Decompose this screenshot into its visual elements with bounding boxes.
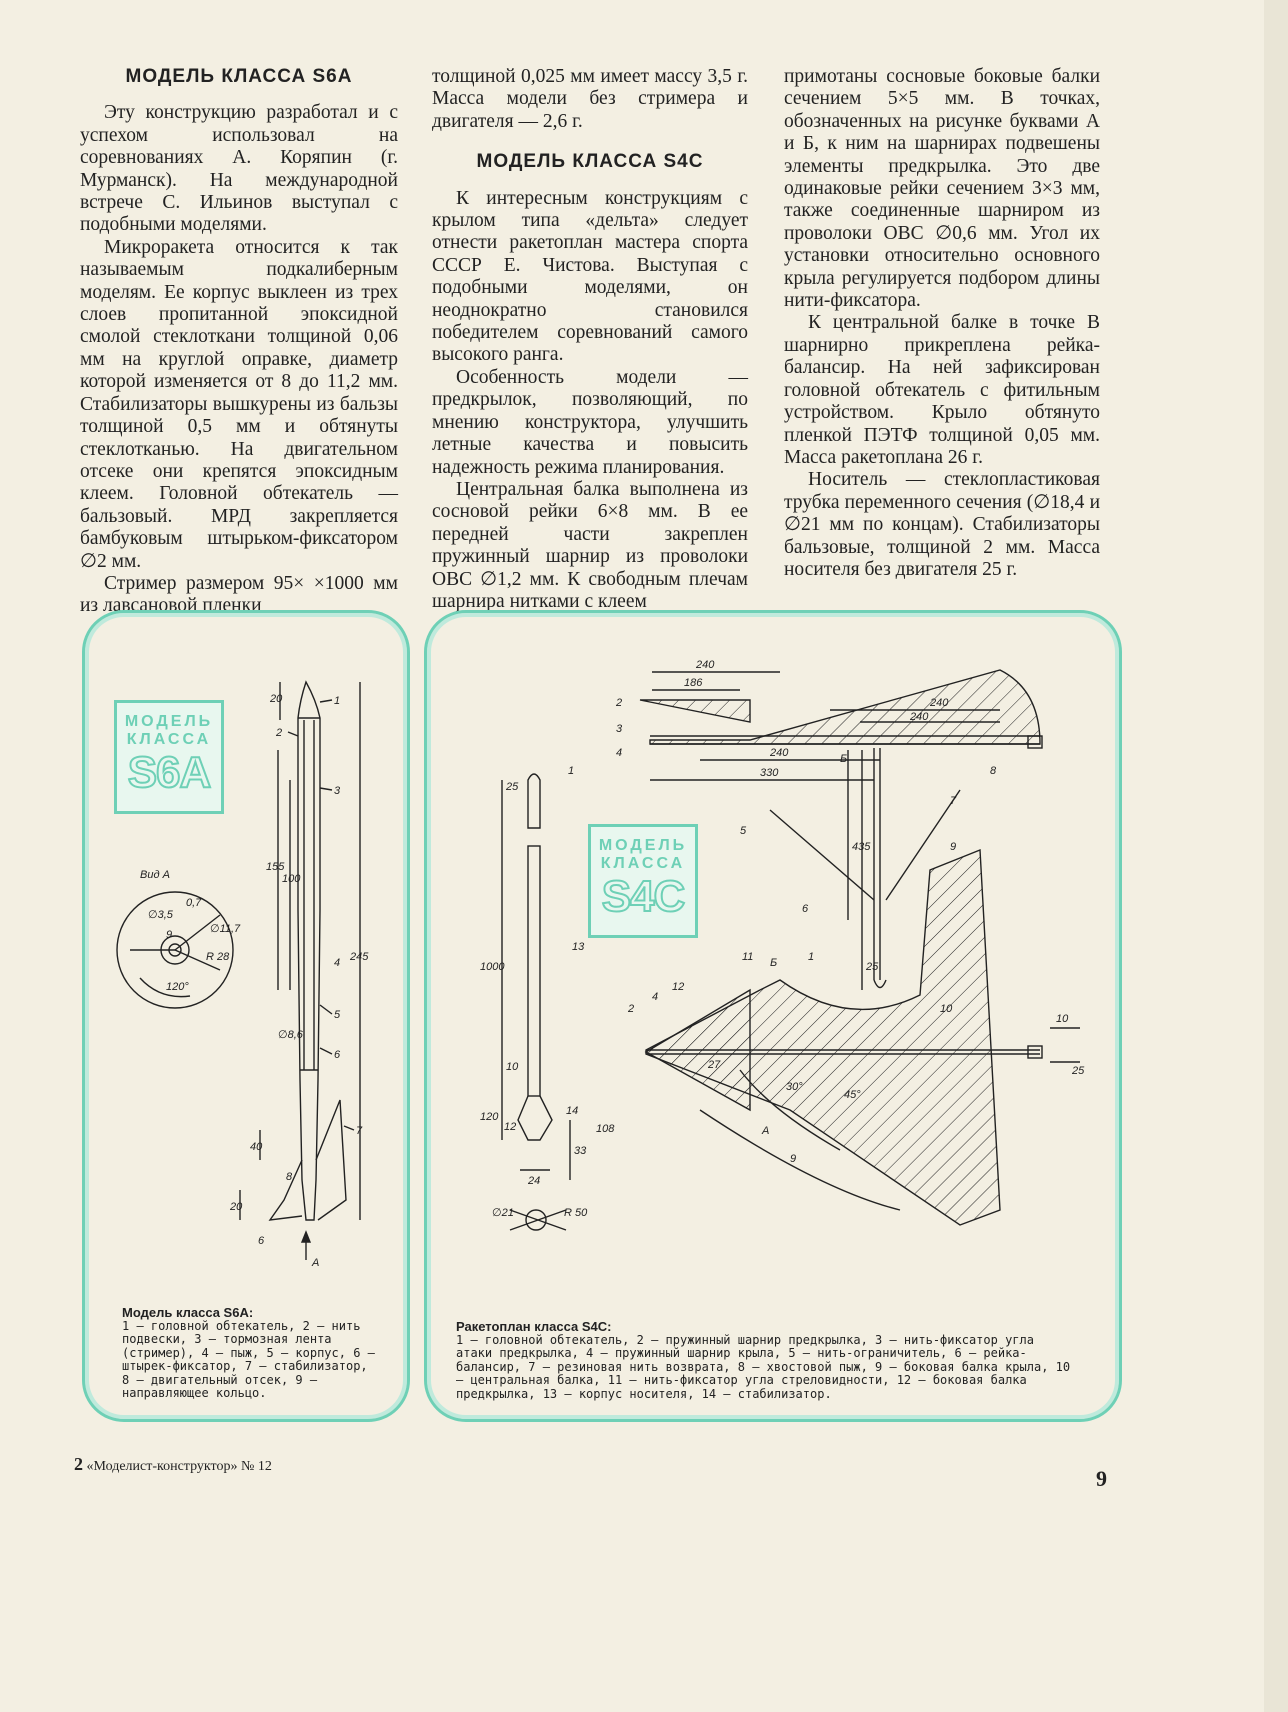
- dimension: 155: [266, 861, 285, 873]
- point-letter: Б: [840, 753, 848, 765]
- caption-body: 1 — головной обтекатель, 2 — нить подвески, 3 — тормозная лента (стример), 4 — пыж, 5 — корпус, 6 — штырек-фиксатор, 7 — стабилизатор, 8 — двигательный отсек, 9 — направляющее кольцо.: [122, 1318, 375, 1400]
- paragraph: Особенность модели — предкрылок, позволяющий, по мнению конструктора, улучшить летные качества и повысить надежность режима планирования.: [432, 366, 748, 478]
- dimension: 25: [1072, 1065, 1085, 1077]
- dimension: 240: [770, 747, 789, 759]
- badge-line: КЛАССА: [126, 731, 212, 748]
- column-3: [784, 66, 1100, 581]
- column-2: [432, 66, 748, 613]
- point-letter: А: [762, 1125, 770, 1137]
- dimension: 120: [480, 1111, 499, 1123]
- drawing-s6a: [100, 660, 390, 1270]
- paragraph: Микроракета относится к так называемым подкалиберным моделям. Ее корпус выклеен из трех слоев пропитанной эпоксидной смолой стеклоткани толщиной 0,06 мм на круглой оправке, диаметр которой изменяется от 8 до 11,2 мм. Стабилизаторы вышкурены из бальзы толщиной 0,5 мм и обтянуты стеклотканью. На двигательном отсеке они крепятся эпоксидным клеем. Головной обтекатель — бальзовый. МРД закрепляется бамбуковым штырьком-фиксатором ∅2 мм.: [80, 236, 398, 572]
- dimension: 330: [760, 767, 779, 779]
- paragraph: Носитель — стеклопластиковая трубка переменного сечения (∅18,4 и ∅21 мм по концам). Стабилизаторы бальзовые, толщиной 2 мм. Масса носителя без двигателя 25 г.: [784, 469, 1100, 580]
- part-label: 7: [356, 1125, 363, 1137]
- dimension: 27: [708, 1059, 721, 1071]
- caption-title: Модель класса S6A:: [122, 1305, 254, 1320]
- dimension: ∅21: [492, 1207, 514, 1219]
- badge-line: КЛАССА: [600, 855, 686, 872]
- paragraph: К центральной балке в точке В шарнирно прикреплена рейка-балансир. На ней зафиксирован головной обтекатель с фитильным устройством. Крыло обтянуто пленкой ПЭТФ толщиной 0,05 мм. Масса ракетоплана 26 г.: [784, 312, 1100, 468]
- dimension: 240: [910, 711, 929, 723]
- paragraph: толщиной 0,025 мм имеет массу 3,5 г. Масса модели без стримера и двигателя — 2,6 г.: [432, 66, 748, 132]
- dimension: 108: [596, 1123, 615, 1135]
- part-label: 2: [276, 727, 283, 739]
- dimension: 24: [528, 1175, 541, 1187]
- dimension: ∅8,6: [278, 1029, 303, 1041]
- view-label: Вид А: [140, 869, 170, 881]
- dimension: 30°: [786, 1081, 803, 1093]
- paragraph: Стример размером 95× ×1000 мм из лавсановой пленки: [80, 572, 398, 617]
- dimension: 10: [1056, 1013, 1069, 1025]
- point-letter: Б: [770, 957, 778, 969]
- dimension: ∅11,7: [210, 923, 241, 935]
- dimension: 45°: [844, 1089, 861, 1101]
- part-label: 2: [628, 1003, 635, 1015]
- caption-s4c: [456, 1320, 1076, 1401]
- part-label: 5: [740, 825, 747, 837]
- dimension: 20: [230, 1201, 243, 1213]
- badge-line: МОДЕЛЬ: [598, 837, 688, 854]
- caption-body: 1 — головной обтекатель, 2 — пружинный шарнир предкрылка, 3 — нить-фиксатор угла атаки предкрылка, 4 — пружинный шарнир крыла, 5 — нить-ограничитель, 6 — рейка-балансир, 7 — резиновая нить возврата, 8 — хвостовой пыж, 9 — боковая балка крыла, 10 — центральная балка, 11 — нить-фиксатор угла стреловидности, 12 — боковая балка предкрылка, 13 — корпус носителя, 14 — стабилизатор.: [456, 1332, 1071, 1401]
- dimension: 1000: [480, 961, 505, 973]
- dimension: ∅3,5: [148, 909, 173, 921]
- part-label: 13: [572, 941, 585, 953]
- dimension: 0,7: [186, 897, 202, 909]
- dimension: 245: [350, 951, 369, 963]
- part-label: 6: [802, 903, 809, 915]
- heading-s6a: МОДЕЛЬ КЛАССА S6A: [125, 66, 353, 87]
- part-label: 6: [334, 1049, 341, 1061]
- part-label: 4: [616, 747, 623, 759]
- paragraph: К интересным конструкциям с крылом типа «дельта» следует отнести ракетоплан мастера спорта СССР Е. Чистова. Выступая с подобными моделями, он неоднократно становился победителем соревнований самого высокого ранга.: [432, 187, 748, 366]
- part-label: 4: [652, 991, 659, 1003]
- part-label: 9: [950, 841, 957, 853]
- page-edge: [1264, 0, 1288, 1712]
- dimension: 25: [866, 961, 879, 973]
- dimension: 10: [506, 1061, 519, 1073]
- dimension: 25: [506, 781, 519, 793]
- badge-line: МОДЕЛЬ: [124, 713, 214, 730]
- dimension: 240: [930, 697, 949, 709]
- dimension: 240: [696, 659, 715, 671]
- part-label: 1: [334, 695, 341, 707]
- dimension: 40: [250, 1141, 263, 1153]
- part-label: 2: [616, 697, 623, 709]
- part-label: 7: [950, 795, 957, 807]
- part-label: 9: [166, 929, 173, 941]
- part-label: 11: [742, 951, 754, 963]
- column-1: [80, 66, 398, 618]
- dimension: 435: [852, 841, 871, 853]
- footer: [74, 1454, 272, 1475]
- dimension: 100: [282, 873, 301, 885]
- part-label: 1: [568, 765, 575, 777]
- dimension: 186: [684, 677, 703, 689]
- part-label: 1: [808, 951, 815, 963]
- footer-text: «Моделист-конструктор» № 12: [86, 1459, 272, 1474]
- part-label: 10: [940, 1003, 953, 1015]
- footer-number: 2: [74, 1454, 83, 1474]
- caption-title: Ракетоплан класса S4C:: [456, 1319, 612, 1334]
- dimension: 6: [258, 1235, 265, 1247]
- part-label: 12: [672, 981, 685, 993]
- part-label: 3: [616, 723, 623, 735]
- page-number: 9: [1096, 1466, 1107, 1491]
- dimension: 120°: [166, 981, 189, 993]
- badge-class: S4C: [601, 872, 685, 921]
- heading-s4c: МОДЕЛЬ КЛАССА S4C: [476, 151, 704, 173]
- dimension: R 50: [564, 1207, 588, 1219]
- paragraph: Эту конструкцию разработал и с успехом использовал на соревнованиях А. Коряпин (г. Мурманск). На международной встрече С. Ильинов выступал с подобными моделями.: [80, 102, 398, 236]
- part-label: 14: [566, 1105, 579, 1117]
- drawing-s4c: [440, 650, 1100, 1270]
- caption-s6a: [122, 1306, 380, 1401]
- part-label: 9: [790, 1153, 797, 1165]
- paragraph: примотаны сосновые боковые балки сечением 5×5 мм. В точках, обозначенных на рисунке буквами А и Б, к ним на шарнирах подвешены элементы предкрылка. Это две одинаковые рейки сечением 3×3 мм, также соединенные шарниром из проволоки ОВС ∅0,6 мм. Угол их установки относительно основного крыла регулируется подбором длины нити-фиксатора.: [784, 66, 1100, 312]
- dimension: 20: [270, 693, 283, 705]
- part-label: 8: [286, 1171, 293, 1183]
- dimension: R 28: [206, 951, 230, 963]
- part-label: 8: [990, 765, 997, 777]
- dimension: 33: [574, 1145, 587, 1157]
- part-label: 4: [334, 957, 341, 969]
- dimension: 12: [504, 1121, 517, 1133]
- part-label: 3: [334, 785, 341, 797]
- badge-class: S6A: [127, 748, 211, 797]
- arrow-label: А: [312, 1257, 320, 1269]
- part-label: 5: [334, 1009, 341, 1021]
- paragraph: Центральная балка выполнена из сосновой рейки 6×8 мм. В ее передней части закреплен пружинный шарнир из проволоки ОВС ∅1,2 мм. К свободным плечам шарнира нитками с клеем: [432, 478, 748, 612]
